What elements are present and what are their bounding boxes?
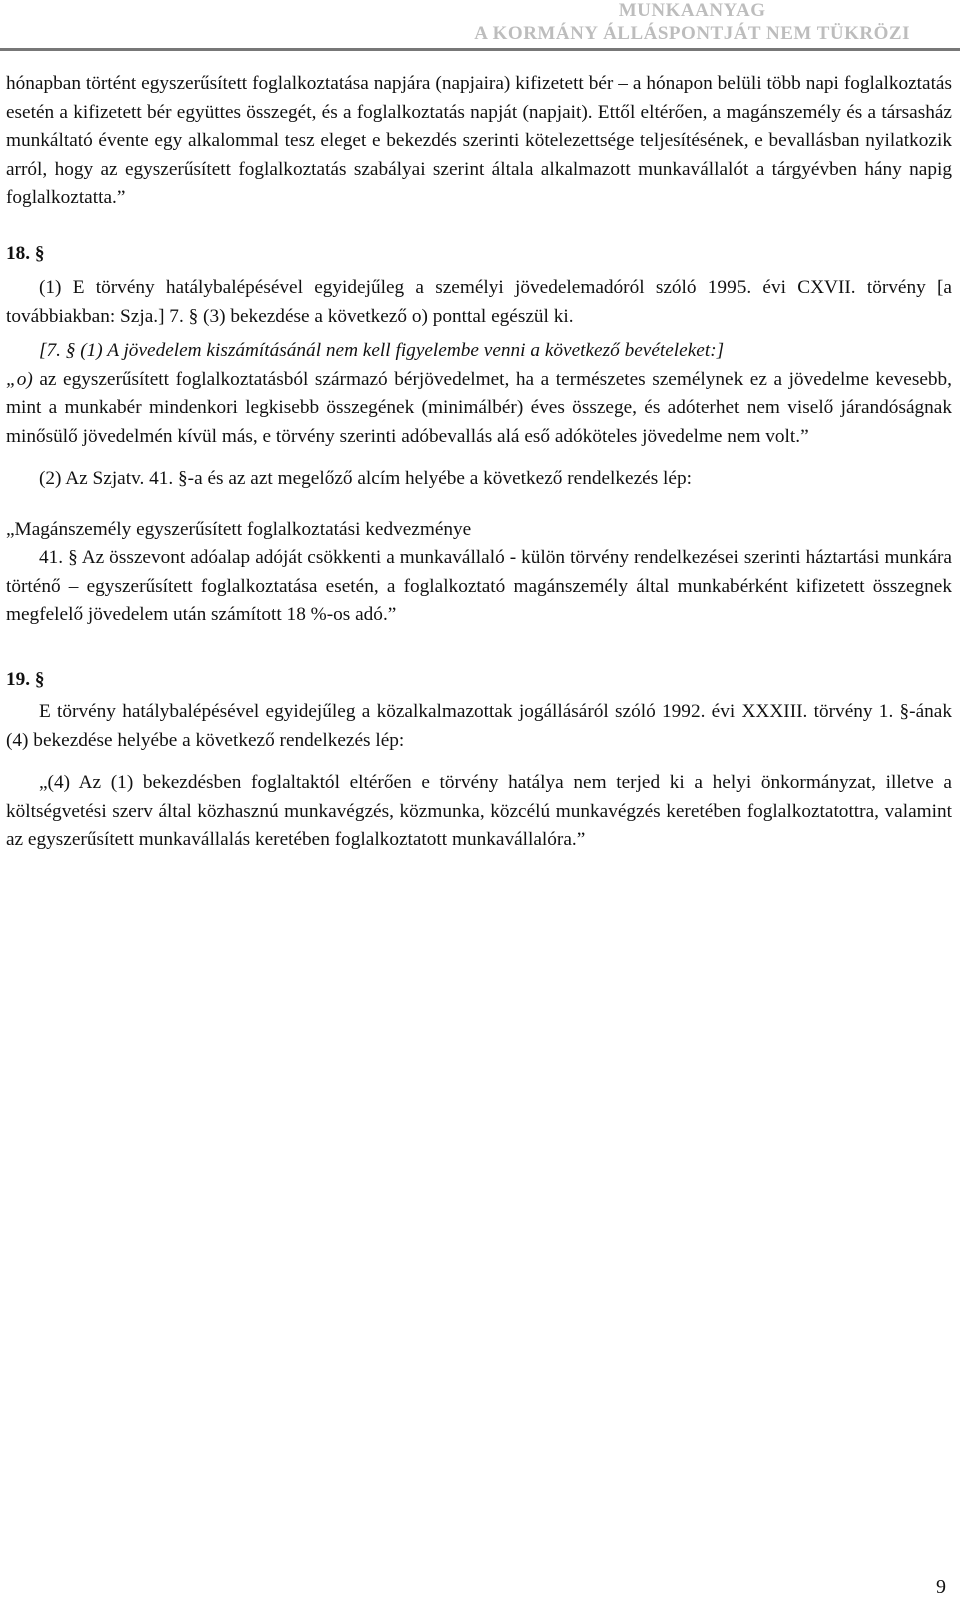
header-rule (0, 48, 960, 51)
section-19-paragraph: E törvény hatálybalépésével egyidejűleg a közalkalmazottak jogállásáról szóló 1992. évi XXXIII. törvény 1. §-ának (4) bekezdése helyébe a következő rendelkezés lép: (6, 701, 952, 751)
section-41-text: 41. § Az összevont adóalap adóját csökkenti a munkavállaló - külön törvény rendelkezései szerinti háztartási munkára történő – egyszerűsített foglalkoztatása esetén, a foglalkoztató magánszemély által munkabérként kifizetett összegnek megfelelő jövedelem után számított 18 %-os adó.” (6, 547, 952, 625)
header-line-2: A KORMÁNY ÁLLÁSPONTJÁT NEM TÜKRÖZI (474, 23, 910, 44)
section-18-heading: 18. § (6, 242, 45, 264)
amendment-text: az egyszerűsített foglalkoztatásból származó bérjövedelmet, ha a természetes személynek ez a jövedelme kevesebb, mint a munkabér mindenkori legkisebb összegének (minimálbér) éves összege, és adóterhet nem viselő járandóságnak minősülő jövedelmén kívül más, e törvény szerinti adóbevallás alá eső adóköteles jövedelme nem volt.” (6, 368, 952, 447)
amendment-context: [7. § (1) A jövedelem kiszámításánál nem kell figyelembe venni a következő bevételeket:] (39, 340, 725, 361)
draft-watermark-header (474, 0, 910, 46)
section-18-amendment (6, 337, 952, 451)
paragraph-continuation: hónapban történt egyszerűsített foglalkoztatása napjára (napjaira) kifizetett bér – a hónapon belüli több napi foglalkoztatás esetén a kifizetett bér együttes összegét, és a foglalkoztatás napját (napjait). Ettől eltérően, a magánszemély és a társasház munkáltató évente egy alkalommal tesz eleget e bekezdés szerinti kötelezettsége teljesítésének, e bevallásban nyilatkozik arról, hogy az egyszerűsített foglalkoztatás szabályai szerint általa alkalmazott munkavállalót a tárgyévben hány napig foglalkoztatta.” (6, 73, 952, 208)
page-number: 9 (936, 1576, 946, 1598)
section-19-amendment: „(4) Az (1) bekezdésben foglaltaktól eltérően e törvény hatálya nem terjed ki a helyi önkormányzat, illetve a költségvetési szerv által közhasznú munkavégzés, közmunka, közcélú munkavégzés keretében foglalkoztatottra, valamint az egyszerűsített munkavállalás keretében foglalkoztatott munkavállalóra.” (6, 772, 952, 850)
subtitle-kedvezmeny: „Magánszemély egyszerűsített foglalkoztatási kedvezménye (6, 518, 472, 540)
section-19-heading: 19. § (6, 668, 45, 690)
document-body (6, 70, 952, 855)
header-line-1: MUNKAANYAG (618, 0, 766, 21)
amendment-point-o: „o) (6, 368, 33, 390)
section-18-paragraph-1: (1) E törvény hatálybalépésével egyidejűleg a személyi jövedelemadóról szóló 1995. évi CXVII. törvény [a továbbiakban: Szja.] 7. § (3) bekezdése a következő o) ponttal egészül ki. (6, 277, 952, 327)
section-18-paragraph-2: (2) Az Szjatv. 41. §-a és az azt megelőző alcím helyébe a következő rendelkezés lép: (39, 468, 692, 489)
